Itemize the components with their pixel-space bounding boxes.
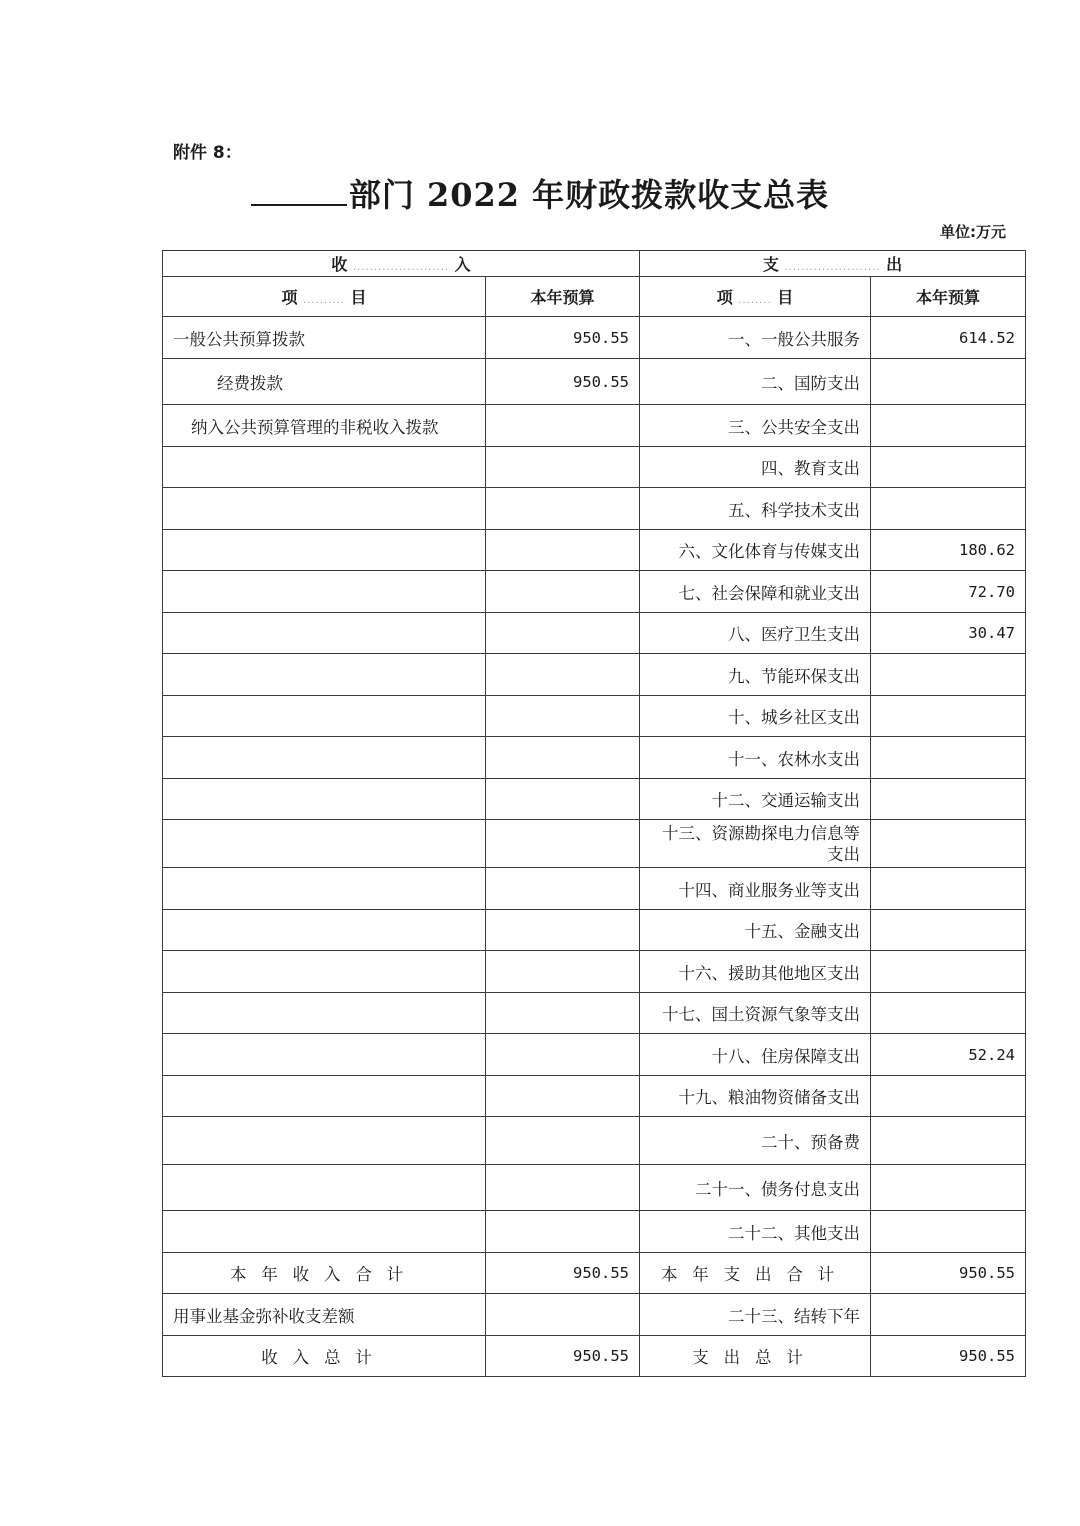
- expense-value-cell: [871, 779, 1026, 820]
- expense-item-cell: 五、科学技术支出: [640, 488, 871, 530]
- expense-item-cell: 二十二、其他支出: [640, 1211, 871, 1253]
- income-value-cell: [486, 910, 640, 951]
- income-item-cell: [163, 951, 486, 993]
- table-row: [163, 1211, 1026, 1253]
- income-value-cell: 950.55: [486, 1336, 640, 1377]
- title-text: 部门 2022 年财政拨款收支总表: [348, 176, 830, 214]
- income-item-cell: [163, 1034, 486, 1076]
- expense-value-cell: [871, 359, 1026, 405]
- expense-value-cell: [871, 654, 1026, 696]
- table-row: [163, 1034, 1026, 1076]
- income-item-cell: [163, 1076, 486, 1117]
- income-value-cell: [486, 779, 640, 820]
- expense-value-cell: [871, 1117, 1026, 1165]
- income-value-cell: [486, 613, 640, 654]
- expense-value-cell: [871, 488, 1026, 530]
- expense-section-header: 支 ....................... 出: [640, 251, 1026, 277]
- unit-label: 单位:万元: [940, 223, 1006, 241]
- income-value-cell: [486, 820, 640, 868]
- income-value-cell: [486, 737, 640, 779]
- table-row: [163, 868, 1026, 910]
- expense-item-cell: 十八、住房保障支出: [640, 1034, 871, 1076]
- expense-value-cell: 614.52: [871, 317, 1026, 359]
- table-row: [163, 779, 1026, 820]
- table-row: [163, 613, 1026, 654]
- table-row: [163, 654, 1026, 696]
- expense-value-cell: 950.55: [871, 1336, 1026, 1377]
- income-item-cell: [163, 820, 486, 868]
- table-row: [163, 737, 1026, 779]
- expense-item-cell: 本年支出合计: [640, 1253, 871, 1294]
- income-item-cell: [163, 1211, 486, 1253]
- expense-value-cell: [871, 1211, 1026, 1253]
- expense-value-cell: [871, 1076, 1026, 1117]
- expense-value-cell: [871, 447, 1026, 488]
- table-row: [163, 488, 1026, 530]
- income-value-cell: 950.55: [486, 359, 640, 405]
- expense-item-cell: 四、教育支出: [640, 447, 871, 488]
- budget-table: [162, 250, 1026, 1377]
- income-value-cell: [486, 1294, 640, 1336]
- expense-item-cell: 九、节能环保支出: [640, 654, 871, 696]
- expense-item-cell: 十五、金融支出: [640, 910, 871, 951]
- income-item-header: 项 .......... 目: [163, 277, 486, 317]
- expense-value-cell: [871, 868, 1026, 910]
- income-value-cell: 950.55: [486, 317, 640, 359]
- income-value-cell: [486, 1034, 640, 1076]
- expense-value-cell: 72.70: [871, 571, 1026, 613]
- income-item-cell: [163, 910, 486, 951]
- table-row: [163, 1076, 1026, 1117]
- income-value-cell: [486, 951, 640, 993]
- income-item-cell: [163, 868, 486, 910]
- income-item-cell: [163, 488, 486, 530]
- income-item-cell: [163, 571, 486, 613]
- expense-value-cell: 52.24: [871, 1034, 1026, 1076]
- income-section-header: 收 ....................... 入: [163, 251, 640, 277]
- expense-value-cell: [871, 405, 1026, 447]
- expense-value-cell: [871, 951, 1026, 993]
- table-row: [163, 1117, 1026, 1165]
- income-item-cell: [163, 737, 486, 779]
- income-value-cell: [486, 405, 640, 447]
- expense-value-cell: [871, 820, 1026, 868]
- income-item-cell: 用事业基金弥补收支差额: [163, 1294, 486, 1336]
- income-value-cell: [486, 1211, 640, 1253]
- table-row: [163, 1165, 1026, 1211]
- income-item-cell: 纳入公共预算管理的非税收入拨款: [163, 405, 486, 447]
- income-value-cell: [486, 447, 640, 488]
- expense-item-cell: 十七、国土资源气象等支出: [640, 993, 871, 1034]
- document-title: [0, 170, 1080, 216]
- income-value-cell: [486, 993, 640, 1034]
- income-value-cell: [486, 1076, 640, 1117]
- attachment-label: 附件 8：: [173, 143, 242, 163]
- income-item-cell: [163, 696, 486, 737]
- income-value-cell: 950.55: [486, 1253, 640, 1294]
- income-value-cell: [486, 1165, 640, 1211]
- income-item-cell: [163, 613, 486, 654]
- table-row: [163, 1294, 1026, 1336]
- income-budget-header: 本年预算: [486, 277, 640, 317]
- expense-item-cell: 六、文化体育与传媒支出: [640, 530, 871, 571]
- expense-item-header: 项 ........ 目: [640, 277, 871, 317]
- income-item-cell: 收入总计: [163, 1336, 486, 1377]
- table-row: [163, 951, 1026, 993]
- expense-value-cell: [871, 993, 1026, 1034]
- income-value-cell: [486, 654, 640, 696]
- expense-item-cell: 一、一般公共服务: [640, 317, 871, 359]
- expense-value-cell: [871, 1294, 1026, 1336]
- title-blank-underline: [251, 180, 347, 206]
- table-row: [163, 1336, 1026, 1377]
- expense-value-cell: [871, 1165, 1026, 1211]
- income-value-cell: [486, 571, 640, 613]
- expense-item-cell: 十一、农林水支出: [640, 737, 871, 779]
- section-header-row: [163, 251, 1026, 277]
- income-value-cell: [486, 868, 640, 910]
- table-row: [163, 820, 1026, 868]
- table-row: [163, 1253, 1026, 1294]
- expense-item-cell: 三、公共安全支出: [640, 405, 871, 447]
- income-item-cell: [163, 993, 486, 1034]
- table-row: [163, 317, 1026, 359]
- table-row: [163, 405, 1026, 447]
- expense-item-cell: 十三、资源勘探电力信息等支出: [640, 820, 871, 868]
- expense-value-cell: 950.55: [871, 1253, 1026, 1294]
- expense-value-cell: 180.62: [871, 530, 1026, 571]
- expense-item-cell: 二十、预备费: [640, 1117, 871, 1165]
- income-item-cell: [163, 530, 486, 571]
- income-value-cell: [486, 530, 640, 571]
- expense-value-cell: 30.47: [871, 613, 1026, 654]
- income-item-cell: [163, 1165, 486, 1211]
- income-item-cell: 本年收入合计: [163, 1253, 486, 1294]
- expense-value-cell: [871, 910, 1026, 951]
- income-value-cell: [486, 488, 640, 530]
- expense-item-cell: 二十一、债务付息支出: [640, 1165, 871, 1211]
- table-row: [163, 447, 1026, 488]
- expense-budget-header: 本年预算: [871, 277, 1026, 317]
- expense-item-cell: 十四、商业服务业等支出: [640, 868, 871, 910]
- table-row: [163, 530, 1026, 571]
- expense-item-cell: 二、国防支出: [640, 359, 871, 405]
- expense-item-cell: 十六、援助其他地区支出: [640, 951, 871, 993]
- expense-item-cell: 支出总计: [640, 1336, 871, 1377]
- income-item-cell: 经费拨款: [163, 359, 486, 405]
- income-item-cell: [163, 654, 486, 696]
- expense-item-cell: 七、社会保障和就业支出: [640, 571, 871, 613]
- expense-item-cell: 十九、粮油物资储备支出: [640, 1076, 871, 1117]
- table-row: [163, 359, 1026, 405]
- expense-item-cell: 二十三、结转下年: [640, 1294, 871, 1336]
- income-value-cell: [486, 1117, 640, 1165]
- income-value-cell: [486, 696, 640, 737]
- income-item-cell: 一般公共预算拨款: [163, 317, 486, 359]
- expense-value-cell: [871, 696, 1026, 737]
- expense-value-cell: [871, 737, 1026, 779]
- table-row: [163, 696, 1026, 737]
- expense-item-cell: 十、城乡社区支出: [640, 696, 871, 737]
- income-item-cell: [163, 1117, 486, 1165]
- table-row: [163, 910, 1026, 951]
- table-row: [163, 571, 1026, 613]
- column-header-row: [163, 277, 1026, 317]
- expense-item-cell: 十二、交通运输支出: [640, 779, 871, 820]
- income-item-cell: [163, 447, 486, 488]
- income-item-cell: [163, 779, 486, 820]
- expense-item-cell: 八、医疗卫生支出: [640, 613, 871, 654]
- table-row: [163, 993, 1026, 1034]
